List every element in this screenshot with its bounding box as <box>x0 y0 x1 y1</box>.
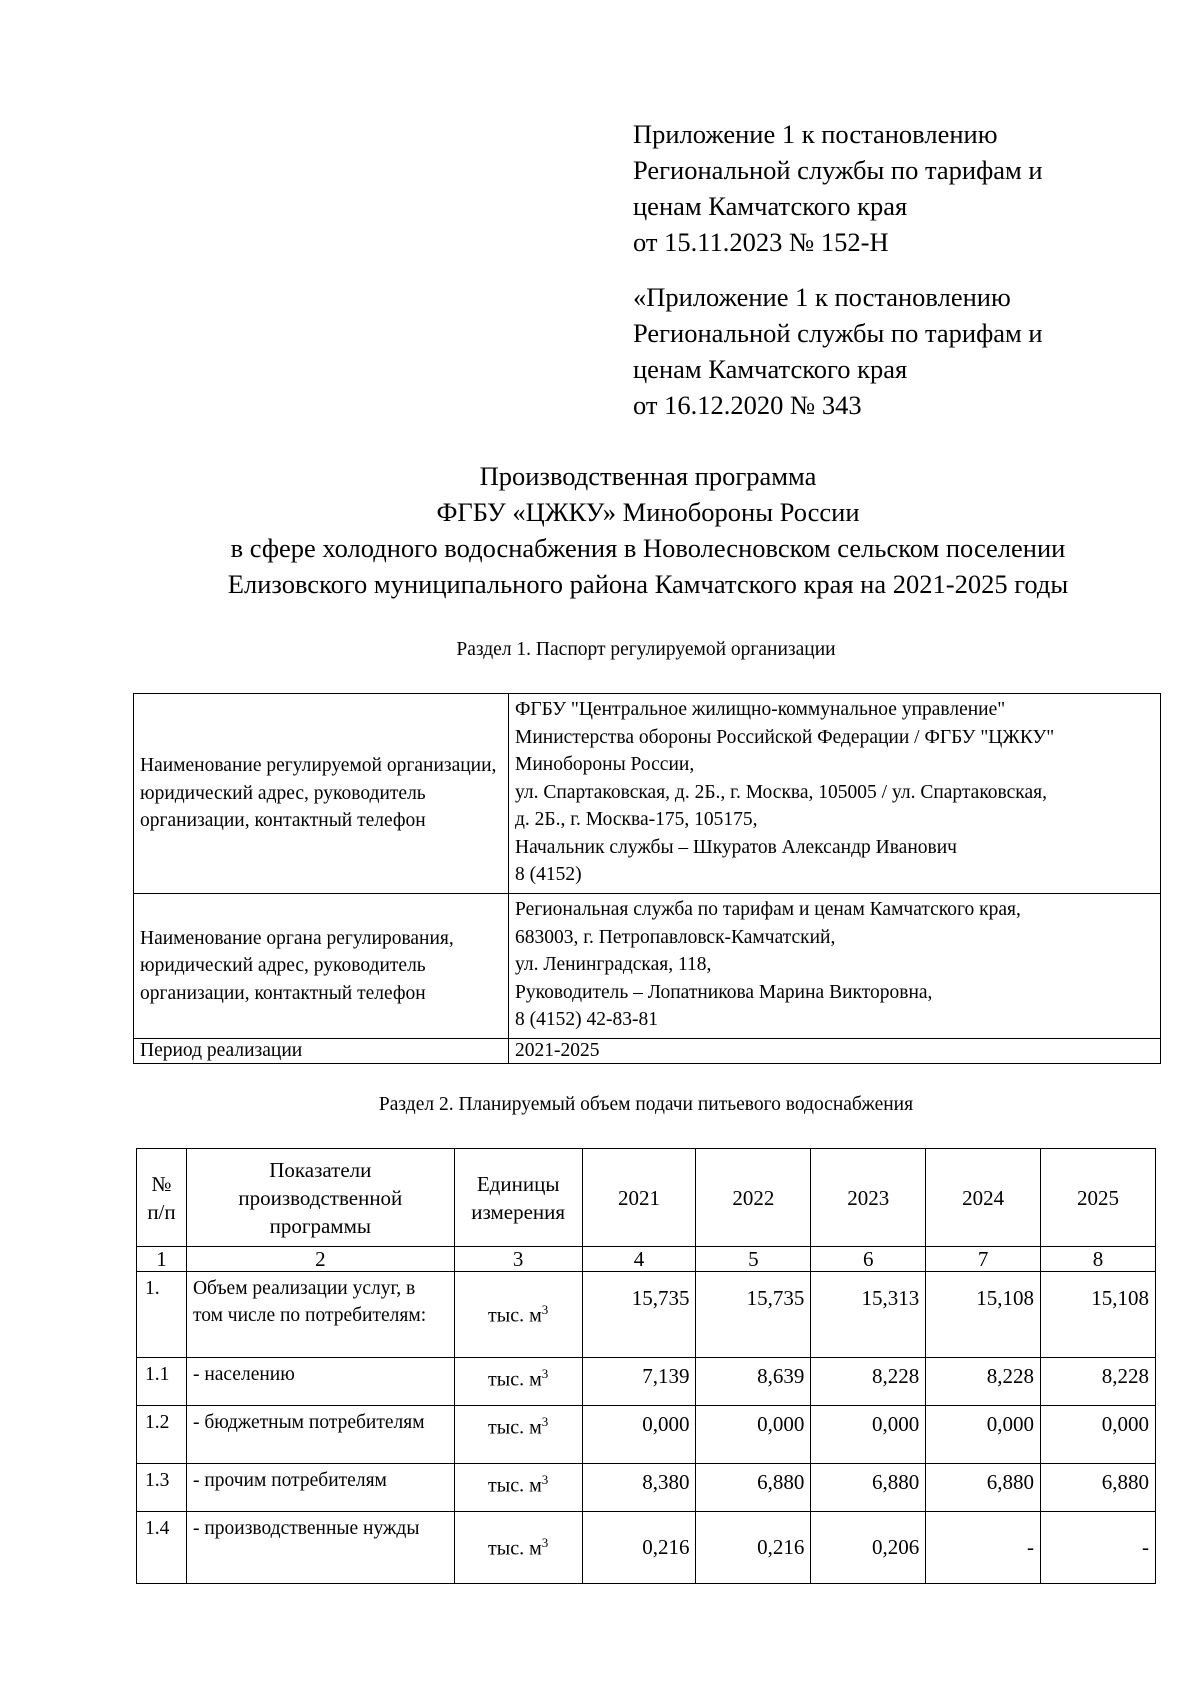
unit-exponent: 3 <box>541 1472 549 1487</box>
row-value: 8,380 <box>582 1464 696 1512</box>
column-number: 3 <box>454 1247 582 1272</box>
row-value: - <box>926 1512 1041 1584</box>
title-line: ФГБУ «ЦЖКУ» Минобороны России <box>436 497 860 527</box>
value-line: 8 (4152) 42-83-81 <box>515 1009 658 1030</box>
table-row <box>137 1272 1156 1358</box>
row-indicator: - бюджетным потребителям <box>186 1406 454 1464</box>
unit-exponent: 3 <box>541 1414 549 1429</box>
appendix-line: ценам Камчатского края <box>633 354 908 384</box>
row-value: 8,228 <box>926 1358 1041 1406</box>
row-value: - <box>1041 1512 1156 1584</box>
row-unit <box>454 1512 582 1584</box>
table-row <box>137 1512 1156 1584</box>
row-unit <box>454 1406 582 1464</box>
row-unit <box>454 1464 582 1512</box>
value-line: 683003, г. Петропавловск-Камчатский, <box>515 926 836 948</box>
column-number: 4 <box>582 1247 696 1272</box>
unit-exponent: 3 <box>541 1301 549 1317</box>
table-row <box>134 894 1161 1039</box>
column-number: 1 <box>137 1247 187 1272</box>
row-value: 15,108 <box>1041 1272 1156 1358</box>
row-number: 1.2 <box>137 1406 187 1464</box>
appendix-line: ценам Камчатского края <box>633 191 908 221</box>
header-year: 2024 <box>926 1149 1041 1247</box>
value-line: ул. Ленинградская, 118, <box>515 954 712 975</box>
document-title <box>0 458 1200 602</box>
header-year: 2025 <box>1041 1149 1156 1247</box>
value-line: Региональная служба по тарифам и ценам Камчатского края, <box>515 899 1021 920</box>
passport-value <box>509 894 1161 1039</box>
row-value: 0,216 <box>582 1512 696 1584</box>
row-value: 0,000 <box>1041 1406 1156 1464</box>
header-indicator: Показатели производственной программы <box>186 1149 454 1247</box>
row-value: 15,108 <box>926 1272 1041 1358</box>
value-line: Минобороны России, <box>515 754 695 775</box>
title-line: Производственная программа <box>479 461 817 491</box>
passport-label: Наименование регулируемой организации, юридический адрес, руководитель организации, контактный телефон <box>134 694 509 894</box>
value-line: 8 (4152) <box>515 864 582 885</box>
appendix-line: Приложение 1 к постановлению <box>633 119 998 149</box>
row-number: 1.3 <box>137 1464 187 1512</box>
row-value: 0,000 <box>582 1406 696 1464</box>
row-unit <box>454 1358 582 1406</box>
row-number: 1. <box>137 1272 187 1358</box>
row-value: 6,880 <box>926 1464 1041 1512</box>
row-value: 15,313 <box>811 1272 926 1358</box>
table-row <box>134 1039 1161 1064</box>
table-row <box>137 1358 1156 1406</box>
row-value: 7,139 <box>582 1358 696 1406</box>
column-number: 5 <box>696 1247 811 1272</box>
row-indicator: - производственные нужды <box>186 1512 454 1584</box>
value-line: ул. Спартаковская, д. 2Б., г. Москва, 105005 / ул. Спартаковская, <box>515 781 1047 803</box>
appendix-line: «Приложение 1 к постановлению <box>633 282 1011 312</box>
row-indicator: - населению <box>186 1358 454 1406</box>
row-indicator: Объем реализации услуг, в том числе по потребителям: <box>186 1272 454 1358</box>
value-line: 2021-2025 <box>515 1040 600 1061</box>
column-number: 7 <box>926 1247 1041 1272</box>
row-value: 8,228 <box>811 1358 926 1406</box>
passport-label: Период реализации <box>134 1039 509 1064</box>
title-line: в сфере холодного водоснабжения в Новолесновском сельском поселении <box>230 533 1066 563</box>
row-value: 15,735 <box>582 1272 696 1358</box>
column-number-row <box>137 1247 1156 1272</box>
row-value: 0,000 <box>696 1406 811 1464</box>
passport-value <box>509 694 1161 894</box>
table-header-row <box>137 1149 1156 1247</box>
row-value: 8,639 <box>696 1358 811 1406</box>
unit-exponent: 3 <box>541 1366 549 1381</box>
row-number: 1.1 <box>137 1358 187 1406</box>
column-number: 8 <box>1041 1247 1156 1272</box>
title-line: Елизовского муниципального района Камчатского края на 2021-2025 годы <box>227 569 1069 599</box>
value-line: Начальник службы – Шкуратов Александр Иванович <box>515 836 957 858</box>
unit-base: тыс. м <box>488 1304 542 1327</box>
row-value: 0,216 <box>696 1512 811 1584</box>
section1-title: Раздел 1. Паспорт регулируемой организации <box>456 639 836 660</box>
row-number: 1.4 <box>137 1512 187 1584</box>
appendix-line: от 15.11.2023 № 152-Н <box>633 227 889 257</box>
section2-title: Раздел 2. Планируемый объем подачи питьевого водоснабжения <box>378 1094 914 1115</box>
volume-table <box>136 1148 1156 1584</box>
appendix-header-original <box>633 279 1043 423</box>
unit-base: тыс. м <box>488 1416 542 1439</box>
row-value: 8,228 <box>1041 1358 1156 1406</box>
row-value: 6,880 <box>1041 1464 1156 1512</box>
value-line: д. 2Б., г. Москва-175, 105175, <box>515 809 758 830</box>
table-row <box>134 694 1161 894</box>
row-value: 0,206 <box>811 1512 926 1584</box>
unit-base: тыс. м <box>488 1537 542 1560</box>
passport-table <box>133 693 1161 1064</box>
unit-base: тыс. м <box>488 1474 542 1497</box>
appendix-line: Региональной службы по тарифам и <box>633 318 1043 348</box>
header-unit: Единицы измерения <box>454 1149 582 1247</box>
header-year: 2023 <box>811 1149 926 1247</box>
value-line: ФГБУ "Центральное жилищно-коммунальное управление" <box>515 699 1006 720</box>
column-number: 2 <box>186 1247 454 1272</box>
appendix-line: от 16.12.2020 № 343 <box>633 390 862 420</box>
row-value: 0,000 <box>811 1406 926 1464</box>
row-value: 15,735 <box>696 1272 811 1358</box>
appendix-line: Региональной службы по тарифам и <box>633 155 1043 185</box>
unit-base: тыс. м <box>488 1368 542 1391</box>
value-line: Министерства обороны Российской Федерации / ФГБУ "ЦЖКУ" <box>515 726 1055 748</box>
unit-exponent: 3 <box>541 1534 549 1550</box>
header-year: 2022 <box>696 1149 811 1247</box>
passport-label: Наименование органа регулирования, юридический адрес, руководитель организации, контактный телефон <box>134 894 509 1039</box>
value-line: Руководитель – Лопатникова Марина Викторовна, <box>515 981 933 1003</box>
header-no: № п/п <box>137 1149 187 1247</box>
row-value: 6,880 <box>811 1464 926 1512</box>
row-value: 6,880 <box>696 1464 811 1512</box>
column-number: 6 <box>811 1247 926 1272</box>
row-value: 0,000 <box>926 1406 1041 1464</box>
table-row <box>137 1406 1156 1464</box>
passport-value <box>509 1039 1161 1064</box>
table-row <box>137 1464 1156 1512</box>
appendix-header-current <box>633 116 1043 260</box>
header-year: 2021 <box>582 1149 696 1247</box>
row-unit <box>454 1272 582 1358</box>
row-indicator: - прочим потребителям <box>186 1464 454 1512</box>
